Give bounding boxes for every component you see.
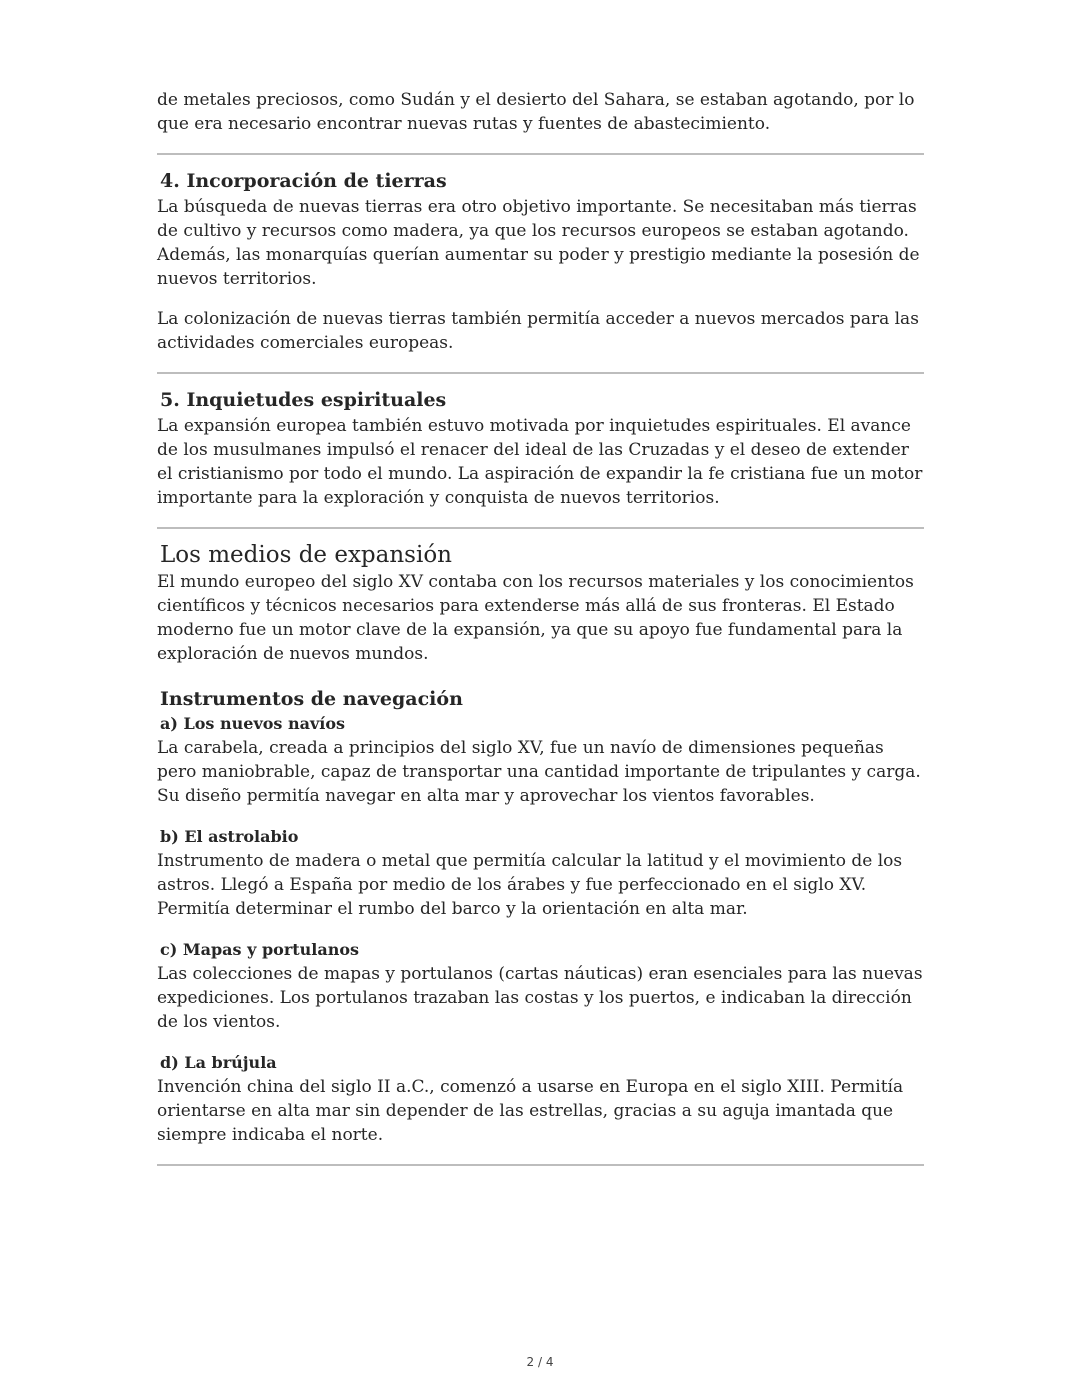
page-number: 2 / 4 [526,1355,554,1369]
subheading-brujula: d) La brújula [160,1053,277,1072]
section-4-heading: 4. Incorporación de tierras [160,170,447,192]
document-page [157,88,924,1166]
subheading-navios: a) Los nuevos navíos [160,714,346,733]
brujula-paragraph: Invención china del siglo II a.C., comenzó a usarse en Europa en el siglo XIII. Permitía orientarse en alta mar sin depender de las estrellas, gracias a su aguja imantada que siempre indicaba el norte. [157,1077,904,1145]
section-5-heading: 5. Inquietudes espirituales [160,389,447,411]
divider [157,1164,924,1166]
astrolabio-paragraph: Instrumento de madera o metal que permitía calcular la latitud y el movimiento de los astros. Llegó a España por medio de los árabes y fue perfeccionado en el siglo XV. Permitía determinar el rumbo del barco y la orientación en alta mar. [157,851,903,919]
navios-paragraph: La carabela, creada a principios del siglo XV, fue un navío de dimensiones pequeñas pero maniobrable, capaz de transportar una cantidad importante de tripulantes y carga. Su diseño permitía navegar en alta mar y aprovechar los vientos favorables. [157,738,921,806]
subheading-mapas: c) Mapas y portulanos [160,940,360,959]
medios-heading: Los medios de expansión [160,542,452,568]
section-5-paragraph-1: La expansión europea también estuvo motivada por inquietudes espirituales. El avance de los musulmanes impulsó el renacer del ideal de las Cruzadas y el deseo de extender el cristianismo por todo el mundo. La aspiración de expandir la fe cristiana fue un motor importante para la exploración y conquista de nuevos territorios. [157,416,923,508]
intro-paragraph: de metales preciosos, como Sudán y el desierto del Sahara, se estaban agotando, por lo que era necesario encontrar nuevas rutas y fuentes de abastecimiento. [157,90,915,134]
mapas-paragraph: Las colecciones de mapas y portulanos (cartas náuticas) eran esenciales para las nuevas expediciones. Los portulanos trazaban las costas y los puertos, e indicaban la dirección de los vientos. [157,964,923,1032]
instrumentos-heading: Instrumentos de navegación [160,688,463,710]
medios-paragraph-1: El mundo europeo del siglo XV contaba con los recursos materiales y los conocimientos científicos y técnicos necesarios para extenderse más allá de sus fronteras. El Estado moderno fue un motor clave de la expansión, ya que su apoyo fue fundamental para la exploración de nuevos mundos. [157,572,914,664]
section-4-paragraph-2: La colonización de nuevas tierras también permitía acceder a nuevos mercados para las actividades comerciales europeas. [157,309,919,353]
subheading-astrolabio: b) El astrolabio [160,827,299,846]
section-4-paragraph-1: La búsqueda de nuevas tierras era otro objetivo importante. Se necesitaban más tierras de cultivo y recursos como madera, ya que los recursos europeos se estaban agotando. Además, las monarquías querían aumentar su poder y prestigio mediante la posesión de nuevos territorios. [157,197,920,289]
